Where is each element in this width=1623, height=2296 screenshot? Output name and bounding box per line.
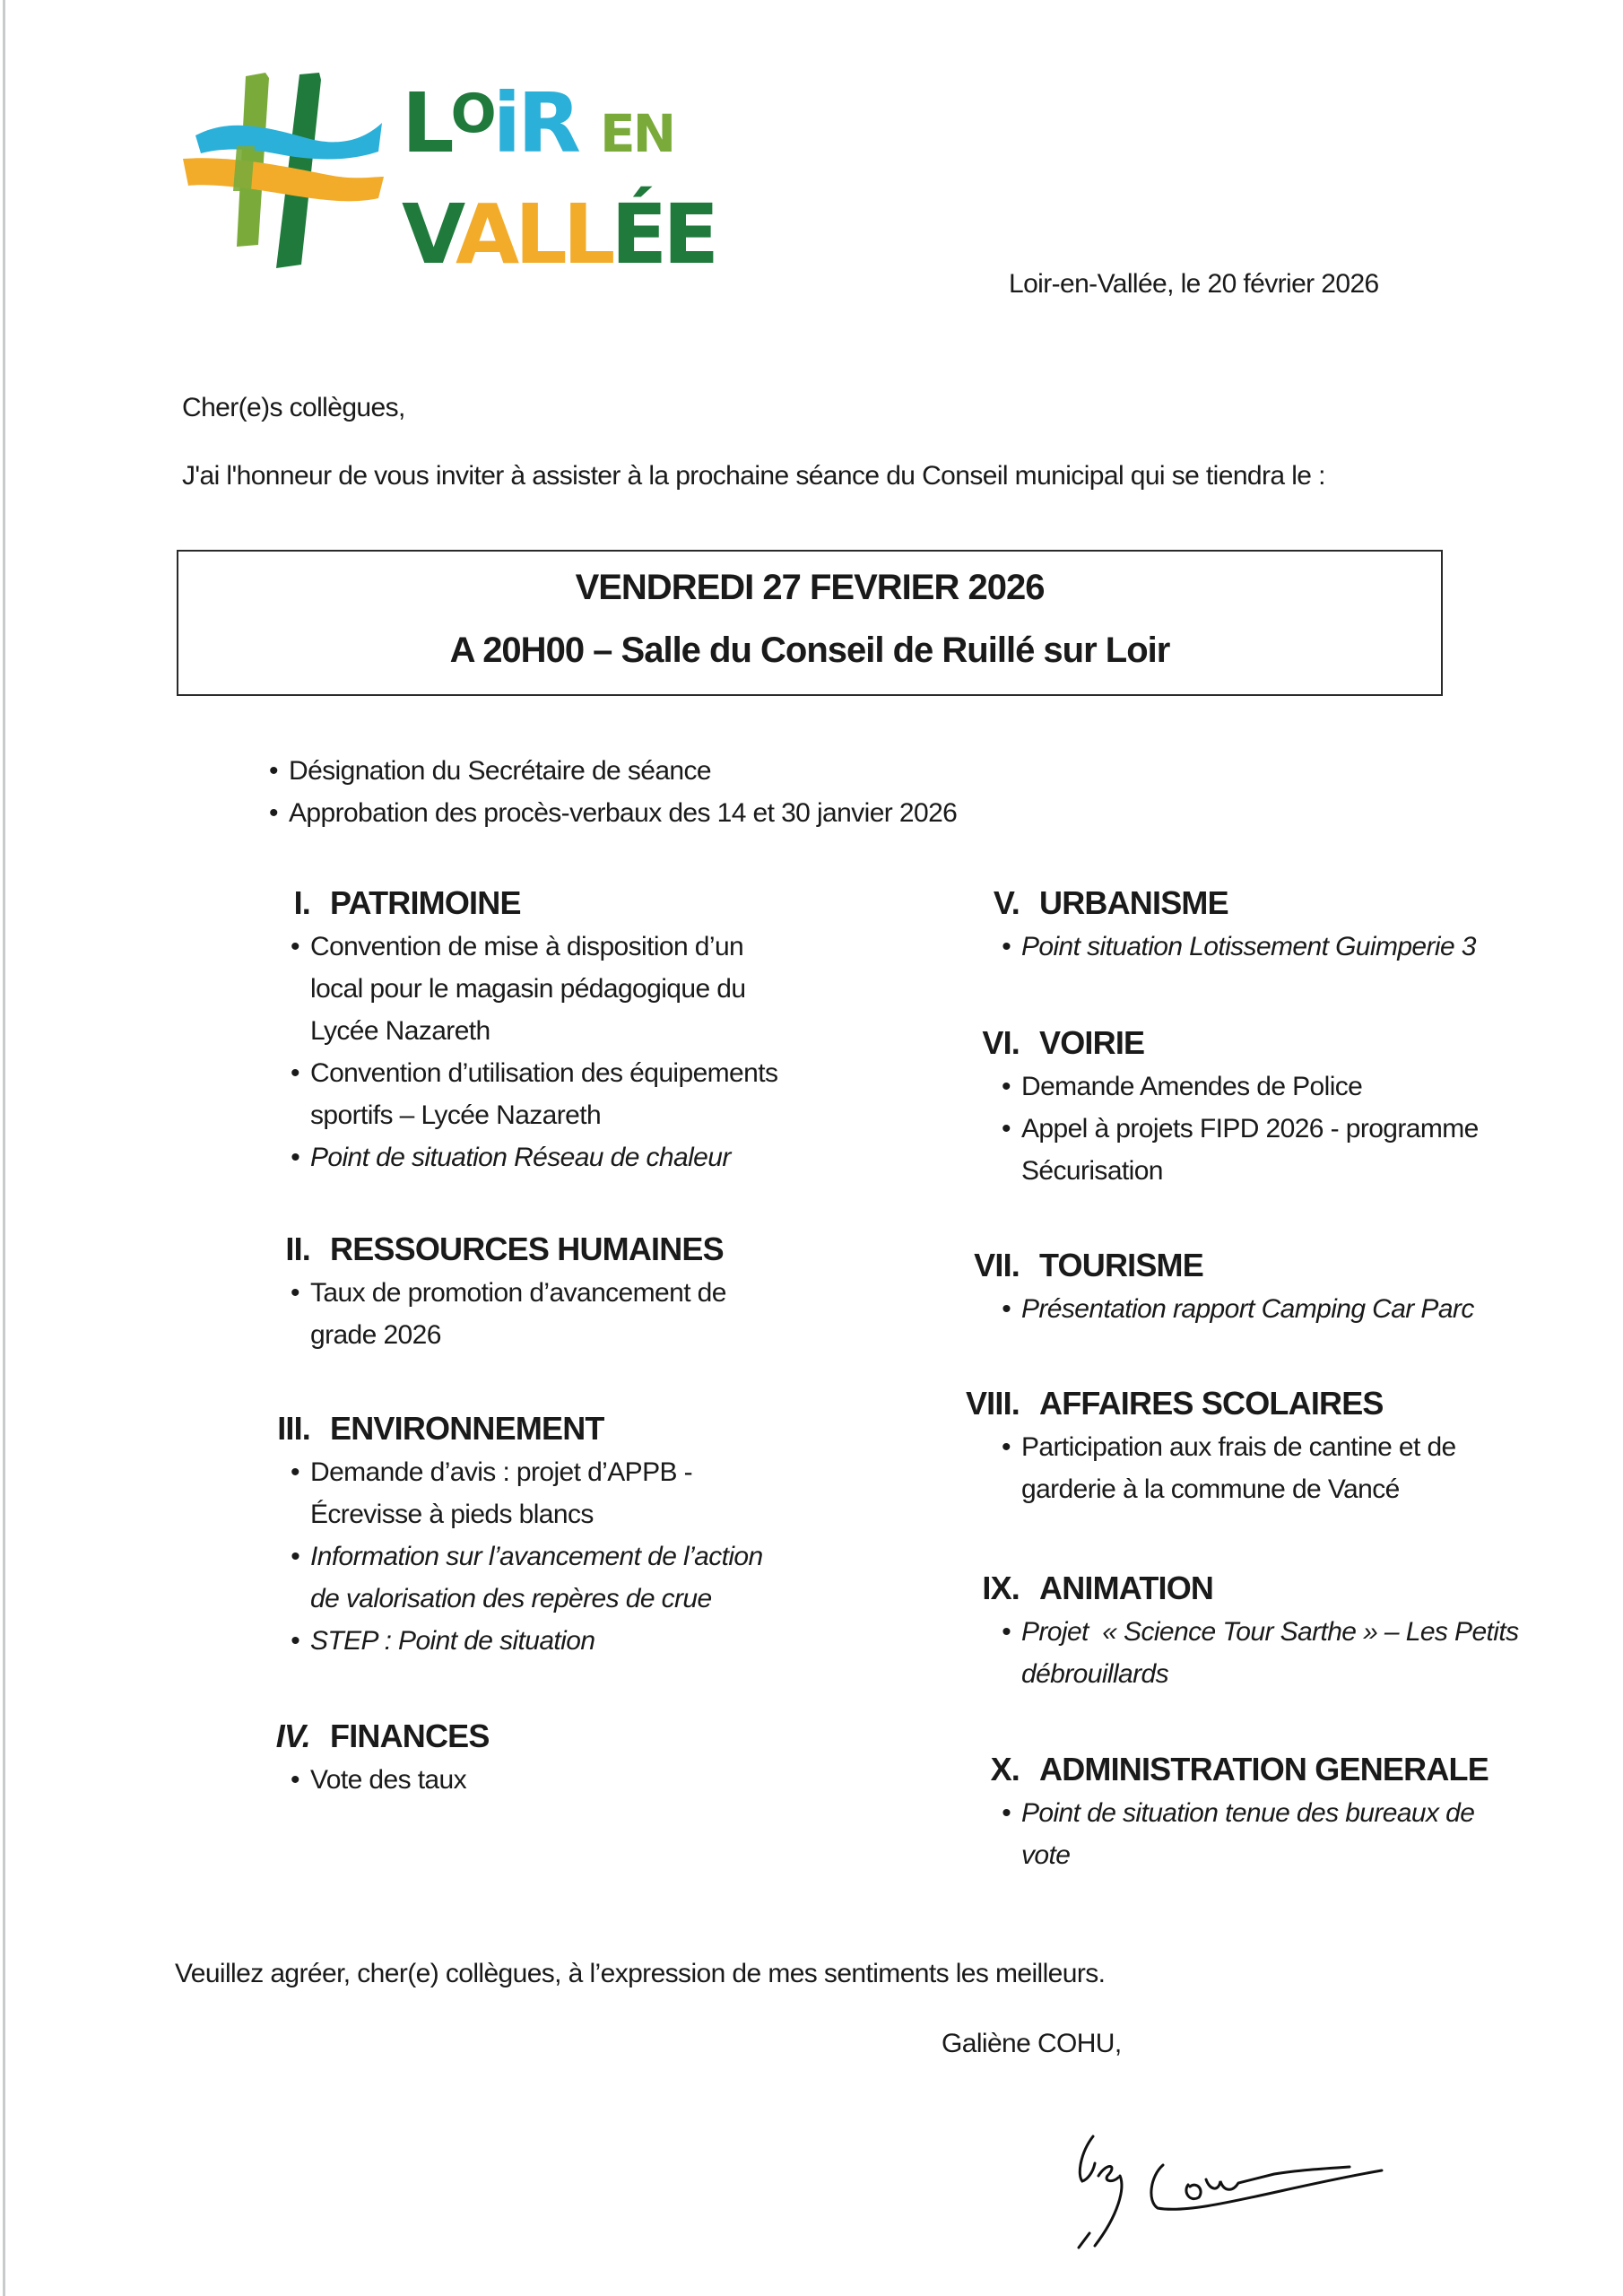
section-items — [1002, 926, 1476, 968]
meeting-date: VENDREDI 27 FEVRIER 2026 — [575, 568, 1045, 607]
list-item — [1002, 1792, 1488, 1876]
agenda-section-5 — [993, 884, 1476, 968]
scan-edge-line — [3, 0, 5, 2296]
hashtag-wave-orange — [183, 158, 384, 201]
list-item — [291, 926, 777, 1052]
bullet-icon: • — [269, 756, 278, 786]
hashtag-icon — [183, 73, 384, 268]
item-line: Lycée Nazareth — [310, 1016, 490, 1046]
list-item — [291, 1451, 763, 1535]
section-items — [1002, 1792, 1488, 1876]
item-line: grade 2026 — [310, 1320, 441, 1350]
closing-formula: Veuillez agréer, cher(e) collègues, à l’expression de mes sentiments les meilleurs. — [175, 1959, 1106, 1988]
item-line: débrouillards — [1021, 1659, 1168, 1689]
section-title: AFFAIRES SCOLAIRES — [1039, 1385, 1384, 1422]
section-title: ADMINISTRATION GENERALE — [1039, 1751, 1488, 1787]
logo-text-en: EN — [600, 103, 674, 164]
signer-name: Galiène COHU, — [942, 2029, 1122, 2058]
logo-letter-l: L — [402, 75, 451, 171]
logo-letter-o: O — [450, 83, 493, 145]
agenda-section-9 — [982, 1570, 1519, 1695]
agenda-section-7 — [974, 1247, 1474, 1330]
item-line: Convention de mise à disposition d’un — [310, 932, 744, 961]
bullet-icon: • — [291, 1765, 299, 1795]
item-line: Demande d’avis : projet d’APPB - — [310, 1457, 693, 1487]
item-line: Point de situation Réseau de chaleur — [310, 1143, 731, 1172]
section-heading — [965, 1385, 1456, 1422]
agenda-section-6 — [982, 1024, 1479, 1192]
agenda-section-8 — [965, 1385, 1456, 1510]
bullet-icon: • — [1002, 1294, 1011, 1324]
item-line: vote — [1021, 1840, 1071, 1870]
list-item — [291, 1535, 763, 1620]
item-line: Présentation rapport Camping Car Parc — [1021, 1294, 1474, 1324]
item-line: garderie à la commune de Vancé — [1021, 1474, 1400, 1504]
section-heading — [275, 1718, 490, 1755]
list-item — [1002, 1426, 1456, 1510]
invitation-intro: J'ai l'honneur de vous inviter à assister à la prochaine séance du Conseil municipal qui se tiendra le : — [182, 461, 1325, 491]
bullet-icon: • — [269, 798, 278, 828]
section-number: VIII. — [965, 1385, 1020, 1422]
item-line: Participation aux frais de cantine et de — [1021, 1432, 1456, 1462]
item-line: Vote des taux — [310, 1765, 467, 1795]
hashtag-wave-blue — [195, 123, 382, 160]
bullet-icon: • — [291, 1143, 299, 1172]
agenda-section-3 — [277, 1410, 763, 1662]
section-items — [291, 1759, 490, 1801]
item-line: STEP : Point de situation — [310, 1626, 595, 1656]
list-item — [1002, 926, 1476, 968]
list-item — [291, 1759, 490, 1801]
list-item — [291, 1620, 763, 1662]
section-items — [291, 926, 778, 1178]
section-items — [291, 1451, 763, 1662]
bullet-icon: • — [1002, 1432, 1011, 1462]
item-line: de valorisation des repères de crue — [310, 1584, 712, 1613]
item-line: local pour le magasin pédagogique du — [310, 974, 746, 1004]
section-number: IX. — [982, 1570, 1020, 1606]
section-number: VII. — [974, 1247, 1020, 1283]
section-heading — [293, 884, 777, 922]
agenda-section-4 — [275, 1718, 490, 1801]
bullet-icon: • — [291, 1457, 299, 1487]
place-date: Loir-en-Vallée, le 20 février 2026 — [1009, 269, 1379, 299]
salutation: Cher(e)s collègues, — [182, 393, 405, 422]
section-title: ANIMATION — [1039, 1570, 1214, 1606]
handwritten-signature — [1072, 2126, 1403, 2269]
list-item — [291, 1272, 726, 1356]
item-line: Point de situation tenue des bureaux de — [1021, 1798, 1475, 1828]
bullet-icon: • — [291, 1542, 299, 1571]
section-title: ENVIRONNEMENT — [330, 1410, 604, 1447]
logo-text-loir — [402, 75, 579, 171]
section-title: FINANCES — [330, 1718, 490, 1754]
list-item: • Désignation du Secrétaire de séance — [289, 750, 957, 792]
section-items — [1002, 1065, 1479, 1192]
item-line: sportifs – Lycée Nazareth — [310, 1100, 602, 1130]
section-title: TOURISME — [1039, 1247, 1203, 1283]
section-heading — [993, 884, 1476, 922]
list-item — [1002, 1108, 1479, 1192]
section-number: IV. — [275, 1718, 310, 1754]
loir-en-vallee-logo — [176, 65, 716, 283]
section-items — [1002, 1611, 1519, 1695]
section-heading — [982, 1570, 1518, 1607]
list-item — [1002, 1288, 1474, 1330]
bullet-icon: • — [1002, 1072, 1011, 1101]
bullet-icon: • — [291, 1278, 299, 1308]
meeting-info-box — [177, 550, 1443, 696]
agenda-section-10 — [990, 1751, 1488, 1876]
logo-letters-ir: iR — [492, 75, 578, 171]
section-title: URBANISME — [1039, 884, 1228, 921]
section-heading — [982, 1024, 1479, 1062]
section-number: I. — [293, 884, 310, 921]
preliminary-list — [269, 750, 958, 834]
meeting-time-place: A 20H00 – Salle du Conseil de Ruillé sur Loir — [449, 631, 1170, 670]
item-line: Point situation Lotissement Guimperie 3 — [1021, 932, 1476, 961]
item-line: Convention d’utilisation des équipements — [310, 1058, 778, 1088]
item-line: Écrevisse à pieds blancs — [310, 1500, 594, 1529]
section-items — [1002, 1426, 1456, 1510]
list-item — [291, 1136, 777, 1178]
bullet-icon: • — [1002, 932, 1011, 961]
section-number: V. — [993, 884, 1020, 921]
section-title: VOIRIE — [1039, 1024, 1145, 1061]
agenda-section-1 — [291, 884, 778, 1178]
bullet-icon: • — [1002, 1798, 1011, 1828]
section-heading — [990, 1751, 1488, 1788]
section-heading — [974, 1247, 1474, 1284]
agenda-section-2 — [285, 1231, 726, 1356]
section-title: PATRIMOINE — [330, 884, 521, 921]
item-line: Information sur l’avancement de l’action — [310, 1542, 763, 1571]
section-items — [291, 1272, 726, 1356]
item-line: Appel à projets FIPD 2026 - programme — [1021, 1114, 1479, 1144]
item-line: Sécurisation — [1021, 1156, 1163, 1186]
item-line: Taux de promotion d’avancement de — [310, 1278, 726, 1308]
list-item — [1002, 1611, 1519, 1695]
logo-text-vallee: VALLÉE — [402, 187, 716, 283]
section-heading — [277, 1410, 763, 1448]
section-heading — [285, 1231, 726, 1268]
section-title: RESSOURCES HUMAINES — [330, 1231, 724, 1267]
bullet-icon: • — [291, 1058, 299, 1088]
section-items — [1002, 1288, 1474, 1330]
bullet-icon: • — [291, 1626, 299, 1656]
item-line: Projet « Science Tour Sarthe » – Les Petits — [1021, 1617, 1519, 1647]
bullet-icon: • — [1002, 1617, 1011, 1647]
section-number: III. — [277, 1410, 310, 1447]
bullet-icon: • — [291, 932, 299, 961]
item-line: Demande Amendes de Police — [1021, 1072, 1363, 1101]
list-item: • Approbation des procès-verbaux des 14 et 30 janvier 2026 — [289, 792, 957, 834]
section-number: II. — [285, 1231, 310, 1267]
list-item — [291, 1052, 778, 1136]
bullet-icon: • — [1002, 1114, 1011, 1144]
section-number: VI. — [982, 1024, 1020, 1061]
section-number: X. — [990, 1751, 1020, 1787]
list-item — [1002, 1065, 1479, 1108]
